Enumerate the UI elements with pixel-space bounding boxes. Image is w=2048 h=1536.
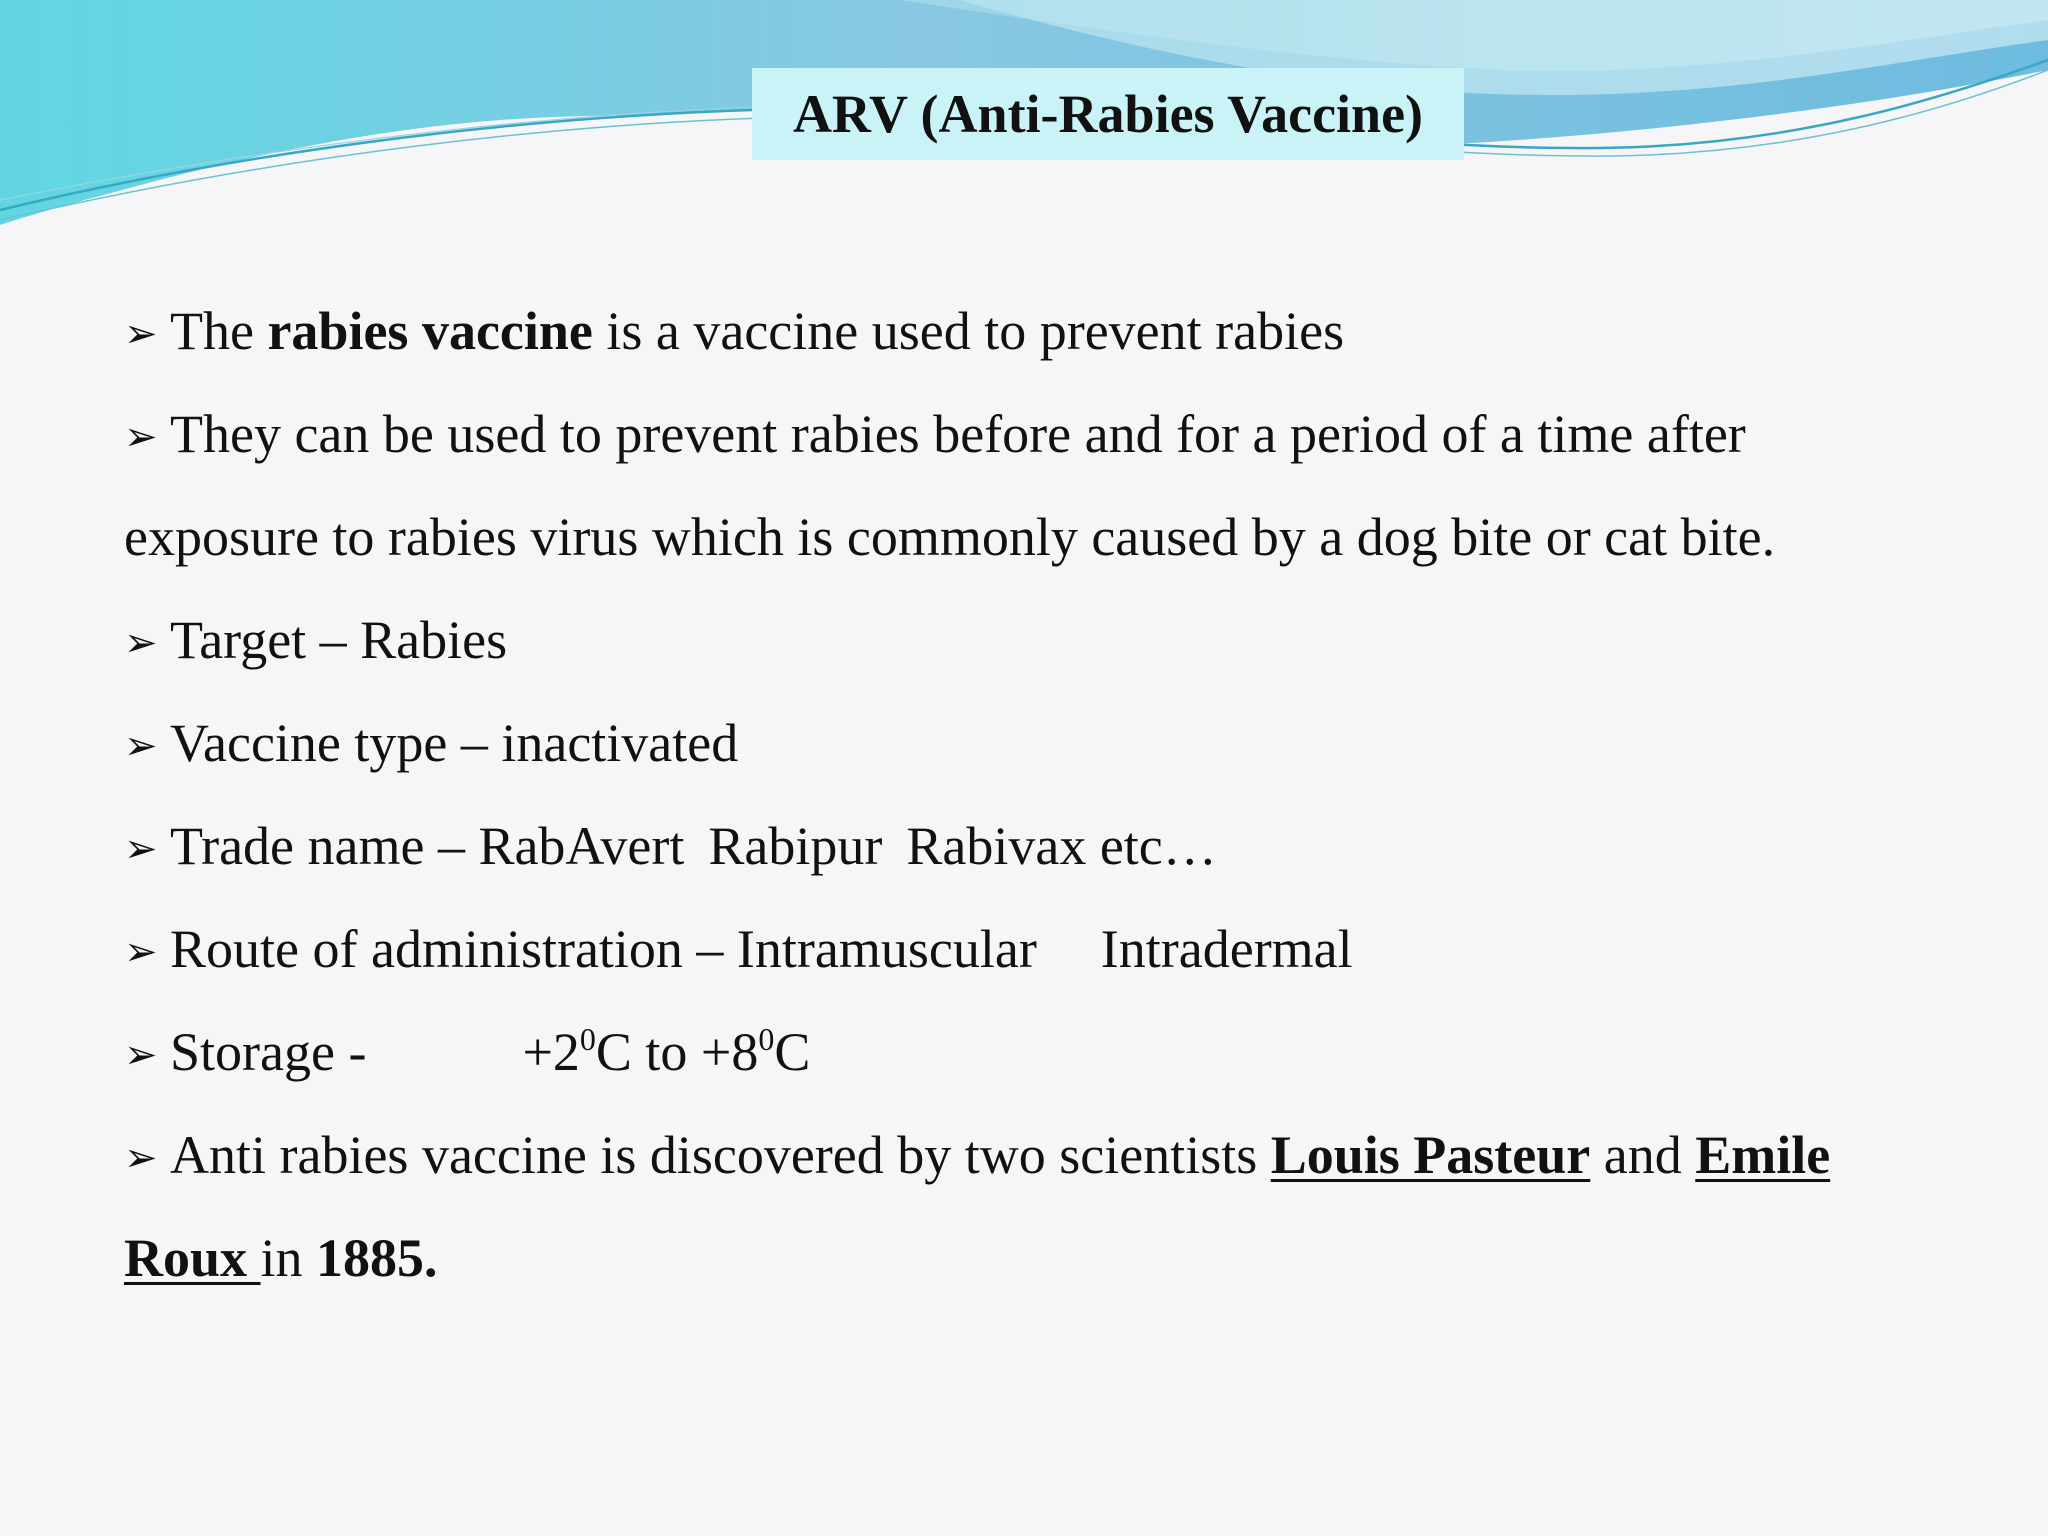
arrow-bullet-icon: ➢: [124, 414, 158, 460]
trade-name-rabipur: Rabipur: [708, 816, 883, 876]
bullet-item-usage: [124, 383, 1944, 486]
bullet-item-storage: [124, 1001, 1944, 1104]
bullet-list: [124, 280, 1944, 1310]
bullet-text: Trade name – RabAvert: [170, 816, 685, 876]
bold-term: rabies vaccine: [267, 301, 593, 361]
bullet-item-trade-name: [124, 795, 1944, 898]
scientist-name-emile: Emile: [1695, 1125, 1831, 1185]
storage-unit: C: [774, 1022, 811, 1082]
degree-symbol: 0: [758, 1021, 775, 1057]
bullet-item-target: [124, 589, 1944, 692]
arrow-bullet-icon: ➢: [124, 929, 158, 975]
arrow-bullet-icon: ➢: [124, 620, 158, 666]
storage-temp-from: +2: [522, 1022, 580, 1082]
bullet-item-definition: [124, 280, 1944, 383]
slide-title-box: [752, 68, 1464, 160]
bullet-text: and: [1590, 1125, 1696, 1185]
arrow-bullet-icon: ➢: [124, 1032, 158, 1078]
arrow-bullet-icon: ➢: [124, 1135, 158, 1181]
bullet-item-route: [124, 898, 1944, 1001]
slide-title: ARV (Anti-Rabies Vaccine): [792, 84, 1424, 144]
bullet-item-discovery: [124, 1104, 1944, 1207]
bullet-text: Route of administration – Intramuscular: [170, 919, 1037, 979]
discovery-year: 1885.: [316, 1228, 438, 1288]
scientist-name-pasteur: Louis Pasteur: [1270, 1125, 1591, 1185]
bullet-text: in: [260, 1228, 317, 1288]
bullet-text: exposure to rabies virus which is commonly caused by a dog bite or cat bite.: [124, 507, 1776, 567]
arrow-bullet-icon: ➢: [124, 826, 158, 872]
bullet-item-discovery-continuation: [124, 1207, 1944, 1310]
bullet-text: is a vaccine used to prevent rabies: [592, 301, 1345, 361]
storage-label: Storage -: [170, 1022, 367, 1082]
bullet-text: Target – Rabies: [170, 610, 508, 670]
storage-temp-to: C to +8: [595, 1022, 759, 1082]
bullet-text: Vaccine type – inactivated: [170, 713, 739, 773]
bullet-text: They can be used to prevent rabies before and for a period of a time after: [170, 404, 1746, 464]
arrow-bullet-icon: ➢: [124, 723, 158, 769]
bullet-item-vaccine-type: [124, 692, 1944, 795]
degree-symbol: 0: [579, 1021, 596, 1057]
trade-name-rabivax: Rabivax etc…: [906, 816, 1217, 876]
bullet-item-usage-continuation: [124, 486, 1944, 589]
arrow-bullet-icon: ➢: [124, 311, 158, 357]
scientist-name-roux: Roux: [124, 1228, 261, 1288]
bullet-text: Anti rabies vaccine is discovered by two scientists: [170, 1125, 1271, 1185]
route-intradermal: Intradermal: [1100, 919, 1353, 979]
bullet-text: The: [170, 301, 268, 361]
